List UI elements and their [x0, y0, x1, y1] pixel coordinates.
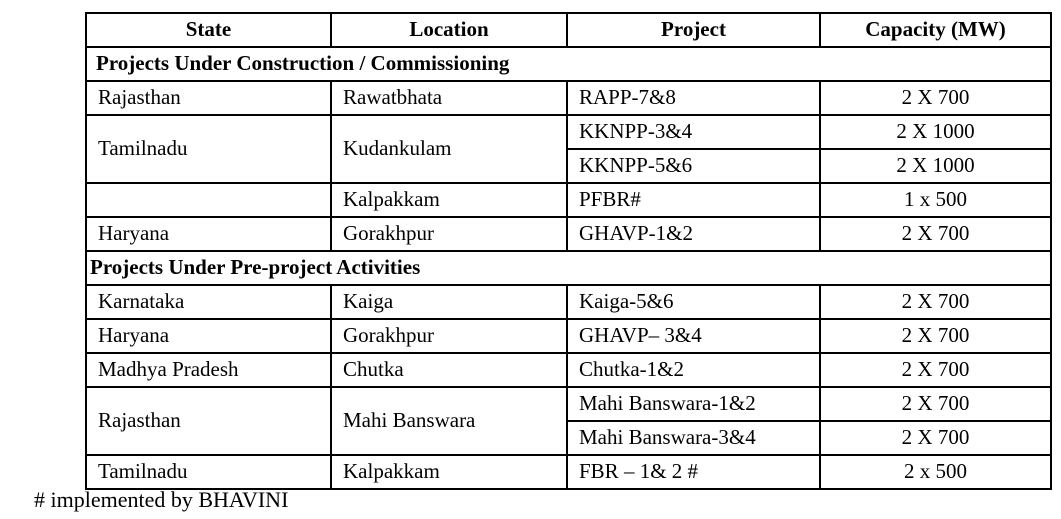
cell-capacity: 2 X 700	[820, 353, 1051, 387]
cell-capacity: 2 X 700	[820, 285, 1051, 319]
table-row	[86, 353, 1051, 387]
cell-state: Madhya Pradesh	[86, 353, 331, 387]
cell-project: PFBR#	[567, 183, 820, 217]
cell-location: Rawatbhata	[331, 81, 567, 115]
cell-location: Chutka	[331, 353, 567, 387]
cell-location: Gorakhpur	[331, 217, 567, 251]
cell-project: KKNPP-3&4	[567, 115, 820, 149]
cell-location: Kudankulam	[331, 115, 567, 183]
cell-capacity: 2 X 700	[820, 319, 1051, 353]
cell-location: Kalpakkam	[331, 183, 567, 217]
cell-capacity: 2 X 700	[820, 421, 1051, 455]
table-row	[86, 455, 1051, 489]
cell-capacity: 2 X 700	[820, 217, 1051, 251]
nuclear-projects-table	[85, 12, 1052, 490]
cell-location: Mahi Banswara	[331, 387, 567, 455]
cell-project: GHAVP-1&2	[567, 217, 820, 251]
cell-project: KKNPP-5&6	[567, 149, 820, 183]
table-row	[86, 387, 1051, 421]
table-row	[86, 183, 1051, 217]
section-title-preproject: Projects Under Pre-project Activities	[86, 251, 1051, 285]
section-header-row	[86, 47, 1051, 81]
section-title-construction: Projects Under Construction / Commissioning	[86, 47, 1051, 81]
cell-capacity: 2 X 1000	[820, 115, 1051, 149]
cell-state: Tamilnadu	[86, 455, 331, 489]
cell-capacity: 2 x 500	[820, 455, 1051, 489]
cell-capacity: 2 X 700	[820, 387, 1051, 421]
cell-location: Kaiga	[331, 285, 567, 319]
table-row	[86, 81, 1051, 115]
column-header-state: State	[86, 13, 331, 47]
cell-state: Haryana	[86, 217, 331, 251]
cell-state: Rajasthan	[86, 81, 331, 115]
table-row	[86, 285, 1051, 319]
table-header-row	[86, 13, 1051, 47]
cell-state: Rajasthan	[86, 387, 331, 455]
cell-project: Chutka-1&2	[567, 353, 820, 387]
cell-capacity: 1 x 500	[820, 183, 1051, 217]
cell-location: Kalpakkam	[331, 455, 567, 489]
column-header-capacity: Capacity (MW)	[820, 13, 1051, 47]
cell-state: Karnataka	[86, 285, 331, 319]
cell-state: Haryana	[86, 319, 331, 353]
cell-state	[86, 183, 331, 217]
cell-project: RAPP-7&8	[567, 81, 820, 115]
column-header-location: Location	[331, 13, 567, 47]
section-header-row	[86, 251, 1051, 285]
cell-capacity: 2 X 700	[820, 81, 1051, 115]
cell-project: Mahi Banswara-1&2	[567, 387, 820, 421]
cell-project: Mahi Banswara-3&4	[567, 421, 820, 455]
cell-state: Tamilnadu	[86, 115, 331, 183]
footnote: # implemented by BHAVINI	[34, 487, 289, 512]
table-row	[86, 217, 1051, 251]
column-header-project: Project	[567, 13, 820, 47]
cell-project: FBR – 1& 2 #	[567, 455, 820, 489]
cell-location: Gorakhpur	[331, 319, 567, 353]
cell-capacity: 2 X 1000	[820, 149, 1051, 183]
table-row	[86, 115, 1051, 149]
cell-project: GHAVP– 3&4	[567, 319, 820, 353]
table-row	[86, 319, 1051, 353]
cell-project: Kaiga-5&6	[567, 285, 820, 319]
